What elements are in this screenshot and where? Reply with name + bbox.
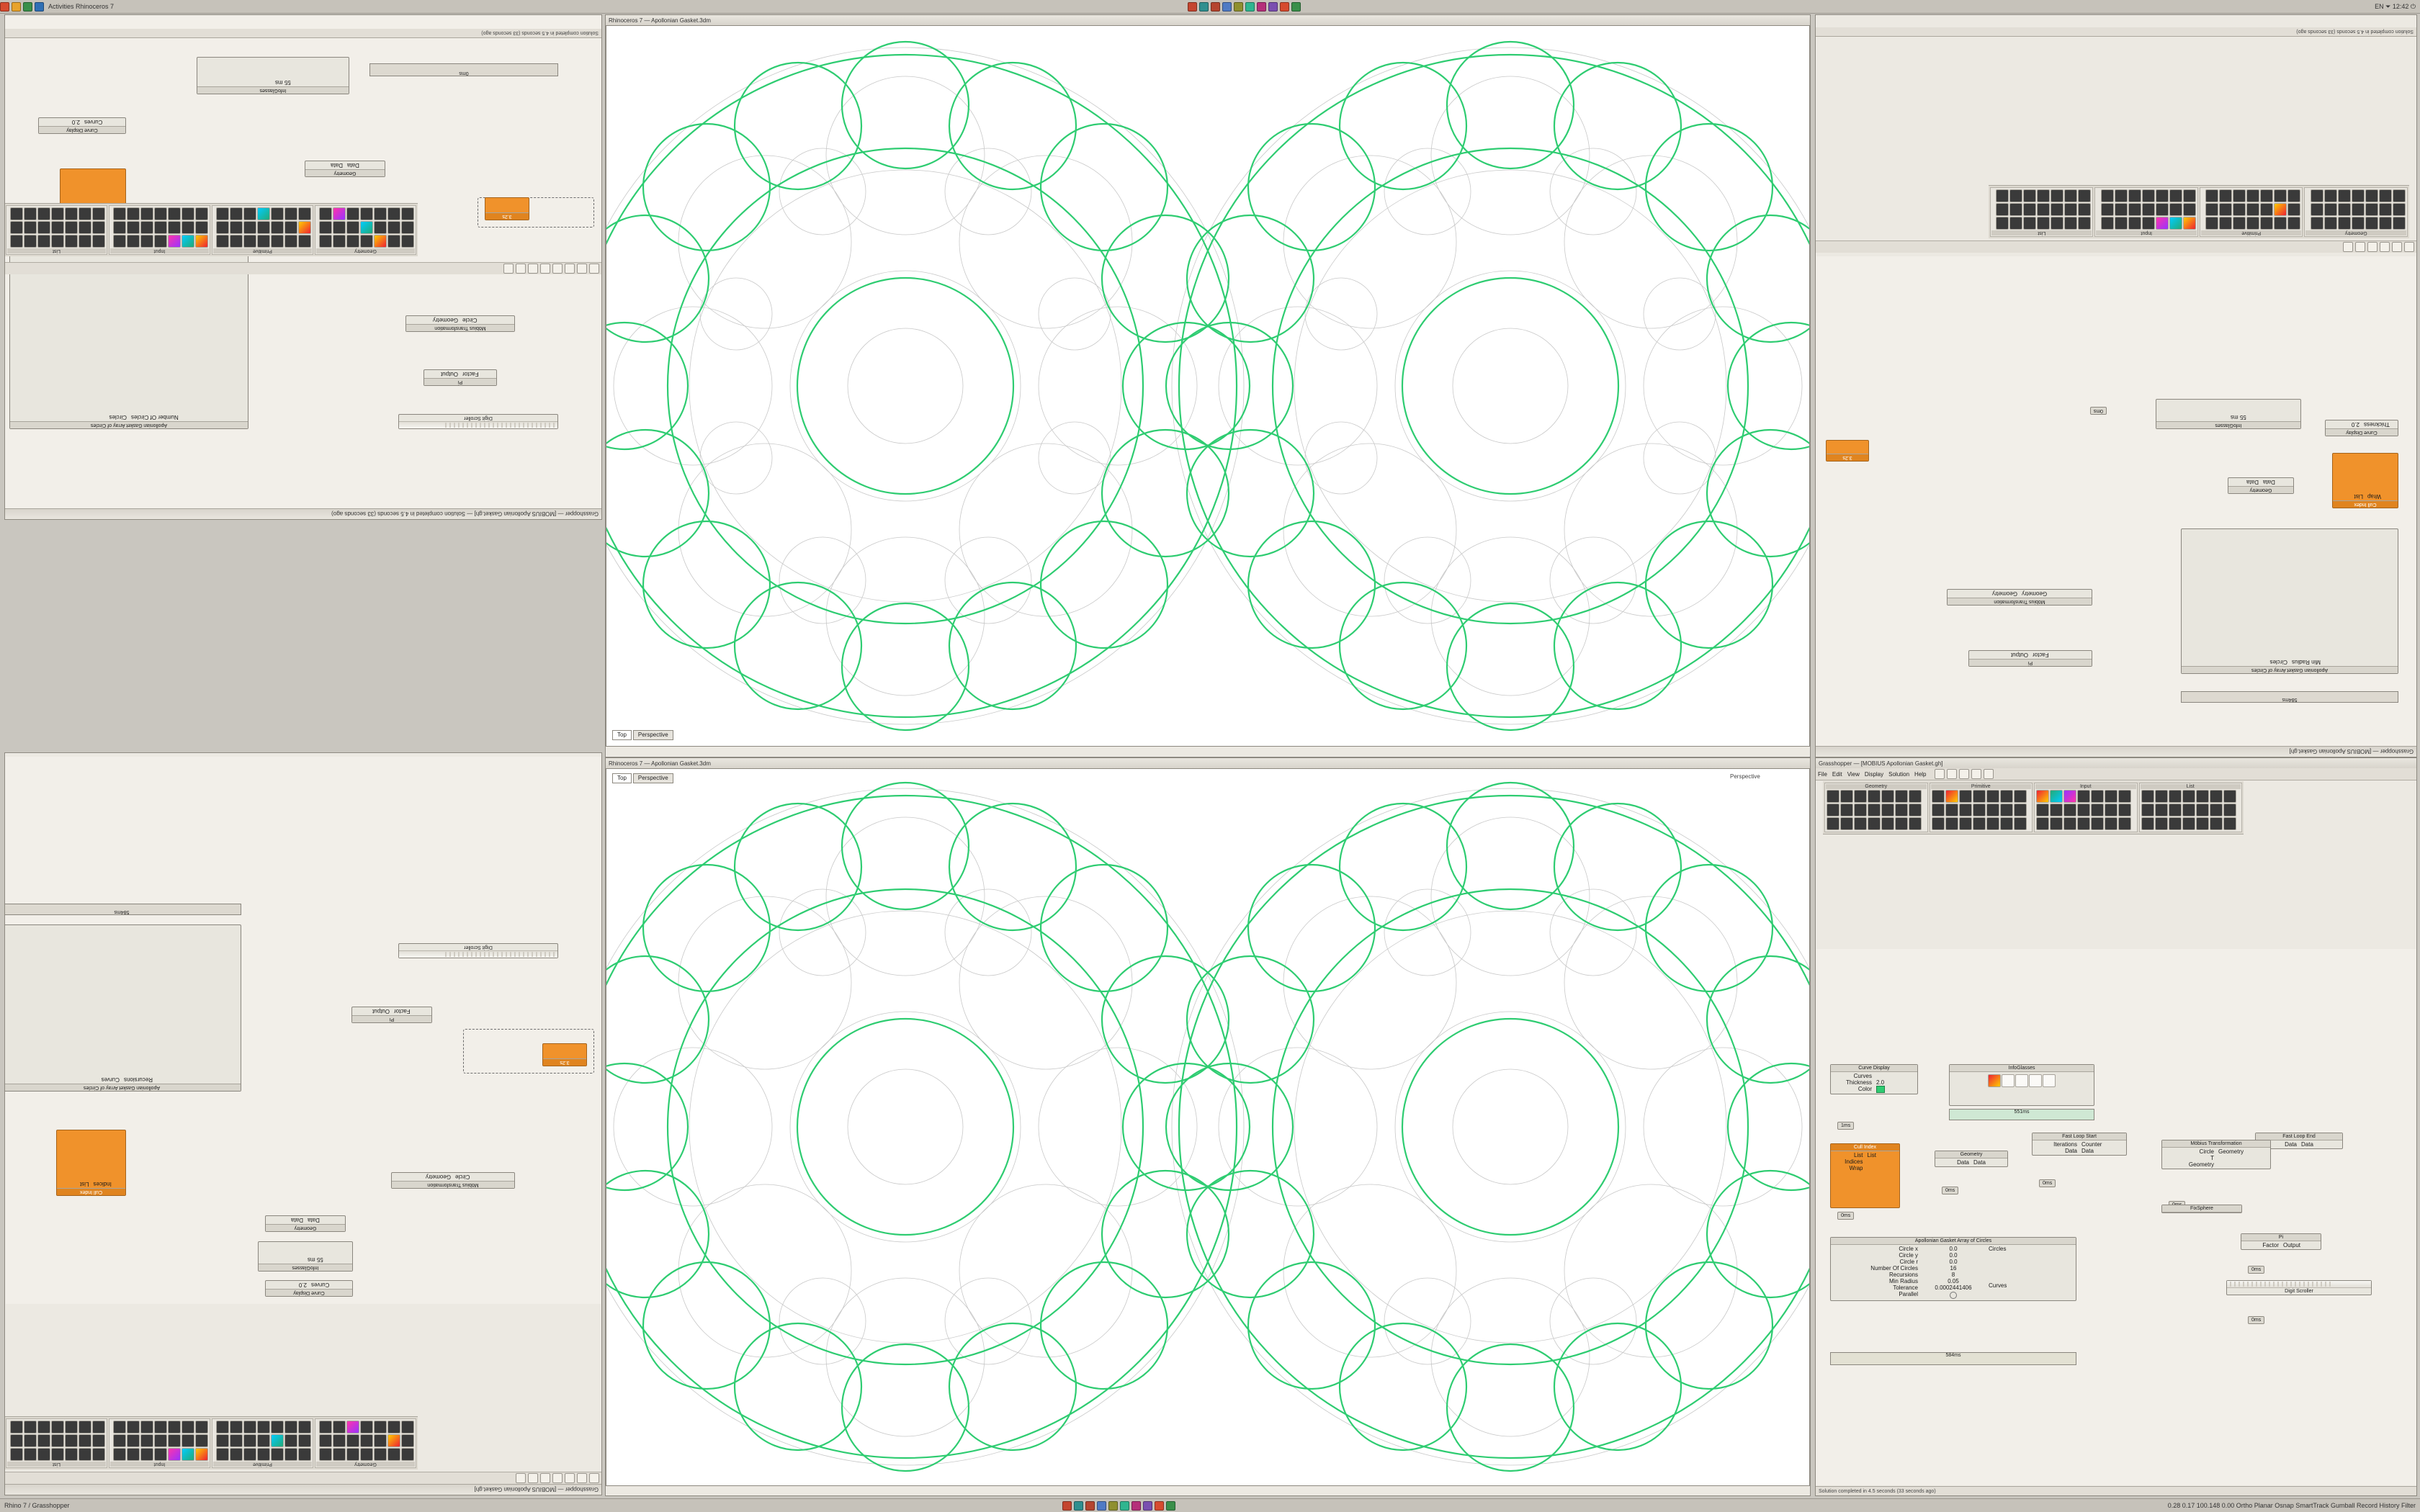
window-titlebar: Rhinoceros 7 — Apollonian Gasket.3dm (606, 15, 1810, 26)
tray-icon[interactable] (35, 2, 44, 12)
gear-icon[interactable] (516, 264, 526, 274)
new-icon[interactable] (589, 1473, 599, 1483)
apollonian-gasket-drawing (606, 26, 1809, 746)
window-titlebar: Grasshopper — [MOBIUS Apollonian Gasket.gh] (1816, 746, 2416, 757)
node-pi[interactable]: Pi Factor Output (2241, 1233, 2321, 1250)
ribbon-group[interactable]: Primitive (1930, 783, 2033, 832)
node-apollonian-gasket-array[interactable]: Apollonian Gasket Array of Circles Min Radius Circles (2181, 528, 2398, 674)
grasshopper-window-top-right[interactable] (1815, 14, 2417, 757)
ribbon-group[interactable]: Geometry (2305, 187, 2408, 237)
tray-icon[interactable] (1199, 2, 1209, 12)
ribbon-group[interactable]: List (2139, 783, 2243, 832)
zoom-icon[interactable] (1971, 769, 1981, 779)
slider-digit-scroller[interactable]: Digit Scroller (2226, 1280, 2372, 1295)
gh-menu-toolbar[interactable] (1816, 768, 2416, 780)
timer-badge: 0ms (2090, 407, 2107, 415)
grid-icon[interactable] (503, 264, 514, 274)
panel-timer-strip: 551ms (1949, 1109, 2094, 1120)
print-icon[interactable] (2043, 1074, 2056, 1087)
menu-display[interactable]: Display (1864, 770, 1884, 778)
os-bottom-right-label: 0.28 0.17 100.148 0.00 Ortho Planar Osnap SmartTrack Gumball Record History Filter (2167, 1502, 2416, 1509)
timer-badge: 0ms (2039, 1179, 2056, 1187)
slider-digit-scroller[interactable]: Digit Scroller (398, 943, 558, 958)
bottom-tray-center[interactable] (1062, 1501, 1175, 1511)
node-cull-index[interactable]: Cull Index Wrap List (2332, 453, 2398, 508)
window-titlebar: Rhinoceros 7 — Apollonian Gasket.3dm (606, 758, 1810, 769)
viewport-tabs[interactable] (612, 730, 673, 740)
window-titlebar: Grasshopper — [MOBIUS Apollonian Gasket.gh] (1816, 758, 2416, 769)
timer-badge: 0ms (1942, 1187, 1958, 1194)
gh-ribbon[interactable] (1989, 185, 2409, 238)
glasses-icon[interactable] (1988, 1074, 2001, 1087)
grasshopper-window-bottom-right[interactable] (1815, 757, 2417, 1496)
preview-icon[interactable] (2355, 242, 2365, 252)
node-cull-index[interactable]: Cull Index List Indices Wrap List (1830, 1143, 1900, 1208)
os-bottom-left-label: Rhino 7 / Grasshopper (4, 1502, 70, 1509)
tag-icon[interactable] (2029, 1074, 2042, 1087)
timer-badge: 0ms (1837, 1212, 1854, 1220)
ribbon-group[interactable]: List (6, 1418, 107, 1468)
menu-view[interactable]: View (1847, 770, 1860, 778)
save-icon[interactable] (2380, 242, 2390, 252)
tray-icon[interactable] (23, 2, 32, 12)
ribbon-group[interactable]: Geometry (1824, 783, 1928, 832)
node-pi[interactable]: Pi Factor Output (424, 369, 497, 386)
tray-icon[interactable] (1074, 1501, 1083, 1511)
rhino-window-bottom[interactable] (605, 757, 1811, 1496)
panel-timer-strip: 584ms (1830, 1352, 2076, 1365)
ribbon-group[interactable]: Primitive (212, 205, 313, 255)
preview-icon[interactable] (540, 1473, 550, 1483)
menu-edit[interactable]: Edit (1832, 770, 1842, 778)
gh-status-bar: Solution completed in 4.5 seconds (33 seconds ago) (1816, 27, 2416, 37)
node-mobius-transformation[interactable]: Möbius Transformation Circle T Geometry Geometry (2161, 1140, 2271, 1169)
node-geometry[interactable]: Geometry Data Data (265, 1215, 346, 1232)
grid-icon[interactable] (2002, 1074, 2015, 1087)
node-geometry[interactable]: Geometry Data Data (1935, 1151, 2008, 1167)
panel-timer-strip: 584ms (2181, 691, 2398, 703)
tray-icon[interactable] (1062, 1501, 1072, 1511)
node-fast-loop-start[interactable]: Fast Loop Start Iterations Data Counter Data (2032, 1133, 2127, 1156)
tab-perspective[interactable]: Perspective (633, 773, 673, 783)
tab-top[interactable]: Top (612, 730, 632, 740)
menu-file[interactable]: File (1818, 770, 1827, 778)
tray-icon[interactable] (1257, 2, 1266, 12)
gh-canvas[interactable] (1816, 256, 2416, 746)
rhino-viewport-bottom[interactable] (606, 768, 1810, 1486)
preview-icon[interactable] (540, 264, 550, 274)
node-pi[interactable]: Pi Factor Output (1968, 650, 2092, 667)
node-apollonian-gasket-array[interactable]: Apollonian Gasket Array of Circles Number Of Circles Circles (9, 248, 248, 429)
tray-icon[interactable] (1108, 1501, 1118, 1511)
open-icon[interactable] (577, 1473, 587, 1483)
tray-icon[interactable] (1143, 1501, 1152, 1511)
gh-toolbar[interactable] (1816, 240, 2416, 253)
tray-icon[interactable] (1234, 2, 1243, 12)
tray-icon[interactable] (1222, 2, 1232, 12)
node-fast-loop-end[interactable]: Fast Loop End Data Data (2255, 1133, 2343, 1149)
node-mobius-transformation[interactable]: Möbius Transformation Circle Geometry (405, 315, 515, 332)
parallel-toggle[interactable] (1950, 1292, 1957, 1299)
tray-icon[interactable] (1268, 2, 1278, 12)
ribbon-group[interactable]: Primitive (2200, 187, 2303, 237)
gear-icon[interactable] (516, 1473, 526, 1483)
node-info-glasses[interactable]: InfoGlasses 55 ms (197, 57, 349, 94)
tab-top[interactable]: Top (612, 773, 632, 783)
apollonian-gasket-drawing (606, 769, 1809, 1485)
os-top-bar (0, 0, 2420, 14)
save-icon[interactable] (565, 1473, 575, 1483)
node-pi[interactable]: Pi Factor Output (351, 1007, 432, 1023)
viewport-label: Perspective (1730, 773, 1760, 780)
node-curve-display[interactable]: Curve Display Curves 2.0 (38, 117, 126, 134)
open-icon[interactable] (2392, 242, 2402, 252)
tray-icon[interactable] (1097, 1501, 1106, 1511)
tray-icon[interactable] (1120, 1501, 1129, 1511)
menu-help[interactable]: Help (1914, 770, 1927, 778)
tray-icon[interactable] (1085, 1501, 1095, 1511)
ribbon-group[interactable]: Input (2095, 187, 2199, 237)
timer-badge: 1ms (1837, 1122, 1854, 1130)
node-curve-display[interactable]: Curve Display Curves 2.0 (265, 1280, 353, 1297)
gh-canvas[interactable] (1816, 949, 2416, 1485)
ribbon-group[interactable]: List (6, 205, 107, 255)
ribbon-group[interactable]: Input (109, 205, 210, 255)
ribbon-group[interactable]: Geometry (315, 1418, 416, 1468)
gh-status-bar: Solution completed in 4.5 seconds (33 seconds ago) (5, 29, 601, 38)
open-icon[interactable] (577, 264, 587, 274)
open-icon[interactable] (1947, 769, 1957, 779)
node-info-glasses[interactable]: InfoGlasses (1949, 1064, 2094, 1106)
gh-toolbar[interactable] (5, 1472, 601, 1484)
gh-status-bar: Solution completed in 4.5 seconds (33 seconds ago) (1816, 1486, 2416, 1495)
slider-digit-scroller[interactable]: Digit Scroller (398, 414, 558, 429)
os-top-left-label: Activities Rhinoceros 7 (48, 3, 115, 10)
node-curve-display[interactable]: Curve Display Thickness 2.0 (2325, 420, 2398, 436)
node-apollonian-gasket-array[interactable]: Apollonian Gasket Array of Circles Circle x Circle y Circle r Number Of Circles Recursions Min Radius Tolerance Parallel 0.0 0.0 0.0 16 8 0.05 0.0002441406 Circles Curves (1830, 1237, 2076, 1301)
node-cull-index[interactable]: Cull Index Indices List (56, 1130, 126, 1196)
panel-timer-strip: 584ms (4, 904, 241, 915)
zoom-icon[interactable] (552, 1473, 563, 1483)
new-icon[interactable] (589, 264, 599, 274)
node-curve-display[interactable]: Curve Display Curves Thickness Color 2.0 (1830, 1064, 1918, 1094)
tray-icon[interactable] (1166, 1501, 1175, 1511)
rhino-viewport-top[interactable] (606, 25, 1810, 747)
node-slider-orange[interactable]: 3.2s (1826, 440, 1869, 462)
bake-icon[interactable] (528, 264, 538, 274)
os-bottom-bar (0, 1498, 2420, 1512)
tray-icon[interactable] (1155, 1501, 1164, 1511)
node-slider-orange[interactable]: 3.2s (542, 1043, 587, 1066)
zoom-icon[interactable] (552, 264, 563, 274)
node-geometry[interactable]: Geometry Data Data (305, 161, 385, 177)
ribbon-group[interactable]: List (1990, 187, 2094, 237)
top-tray-center[interactable] (1188, 2, 1301, 12)
save-icon[interactable] (565, 264, 575, 274)
gh-ribbon[interactable] (4, 1416, 418, 1470)
gear-icon[interactable] (1984, 769, 1994, 779)
ribbon-group[interactable]: Geometry (315, 205, 416, 255)
new-icon[interactable] (1935, 769, 1945, 779)
node-info-glasses[interactable]: InfoGlasses 55 ms (2156, 399, 2301, 429)
rhino-window-top[interactable] (605, 14, 1811, 757)
gh-toolbar[interactable] (5, 262, 601, 274)
tray-icon[interactable] (1280, 2, 1289, 12)
bake-icon[interactable] (528, 1473, 538, 1483)
save-icon[interactable] (1959, 769, 1969, 779)
node-mobius-transformation[interactable]: Möbius Transformation Geometry Geometry (1947, 589, 2092, 606)
ribbon-group[interactable]: Primitive (212, 1418, 313, 1468)
node-fix-sphere[interactable]: FixSphere (2161, 1205, 2242, 1213)
tray-icon[interactable] (12, 2, 21, 12)
gear-icon[interactable] (2343, 242, 2353, 252)
tray-icon[interactable] (1211, 2, 1220, 12)
timer-badge: 0ms (2248, 1316, 2264, 1324)
node-info-glasses[interactable]: InfoGlasses 55 ms (258, 1241, 353, 1272)
layers-icon[interactable] (2015, 1074, 2028, 1087)
os-top-right-label: EN ⏷ 12:42 ⏻ (2375, 2, 2416, 10)
tray-icon[interactable] (1245, 2, 1255, 12)
tab-perspective[interactable]: Perspective (633, 730, 673, 740)
window-titlebar: Grasshopper — [MOBIUS Apollonian Gasket.gh] — Solution completed in 4.5 seconds (33 seconds ago) (5, 508, 601, 519)
node-geometry[interactable]: Geometry Data Data (2228, 477, 2294, 494)
tray-icon[interactable] (1188, 2, 1197, 12)
gh-ribbon[interactable] (1823, 781, 2244, 834)
node-mobius-transformation[interactable]: Möbius Transformation Circle Geometry (391, 1172, 515, 1189)
timer-badge: 0ms (2248, 1266, 2264, 1274)
panel-timer-strip: 0ms (369, 63, 558, 76)
grasshopper-window-bottom-left[interactable] (4, 752, 602, 1495)
window-titlebar: Grasshopper — [MOBIUS Apollonian Gasket.gh] (5, 1484, 601, 1495)
tray-icon[interactable] (1291, 2, 1301, 12)
menu-solution[interactable]: Solution (1888, 770, 1910, 778)
top-tray-left[interactable] (0, 2, 44, 12)
gh-canvas[interactable] (5, 757, 601, 1304)
ribbon-group[interactable]: Input (109, 1418, 210, 1468)
color-swatch[interactable] (1876, 1086, 1885, 1093)
tray-icon[interactable] (1131, 1501, 1141, 1511)
node-apollonian-gasket-array[interactable]: Apollonian Gasket Array of Circles Recursions Curves (4, 924, 241, 1092)
grasshopper-window-top-left[interactable] (4, 14, 602, 520)
viewport-tabs[interactable] (612, 773, 673, 783)
gh-ribbon[interactable] (4, 203, 418, 256)
node-slider-orange[interactable]: 3.2s (485, 197, 529, 220)
zoom-icon[interactable] (2367, 242, 2378, 252)
new-icon[interactable] (2404, 242, 2414, 252)
tray-icon[interactable] (0, 2, 9, 12)
ribbon-group[interactable]: Input (2034, 783, 2138, 832)
